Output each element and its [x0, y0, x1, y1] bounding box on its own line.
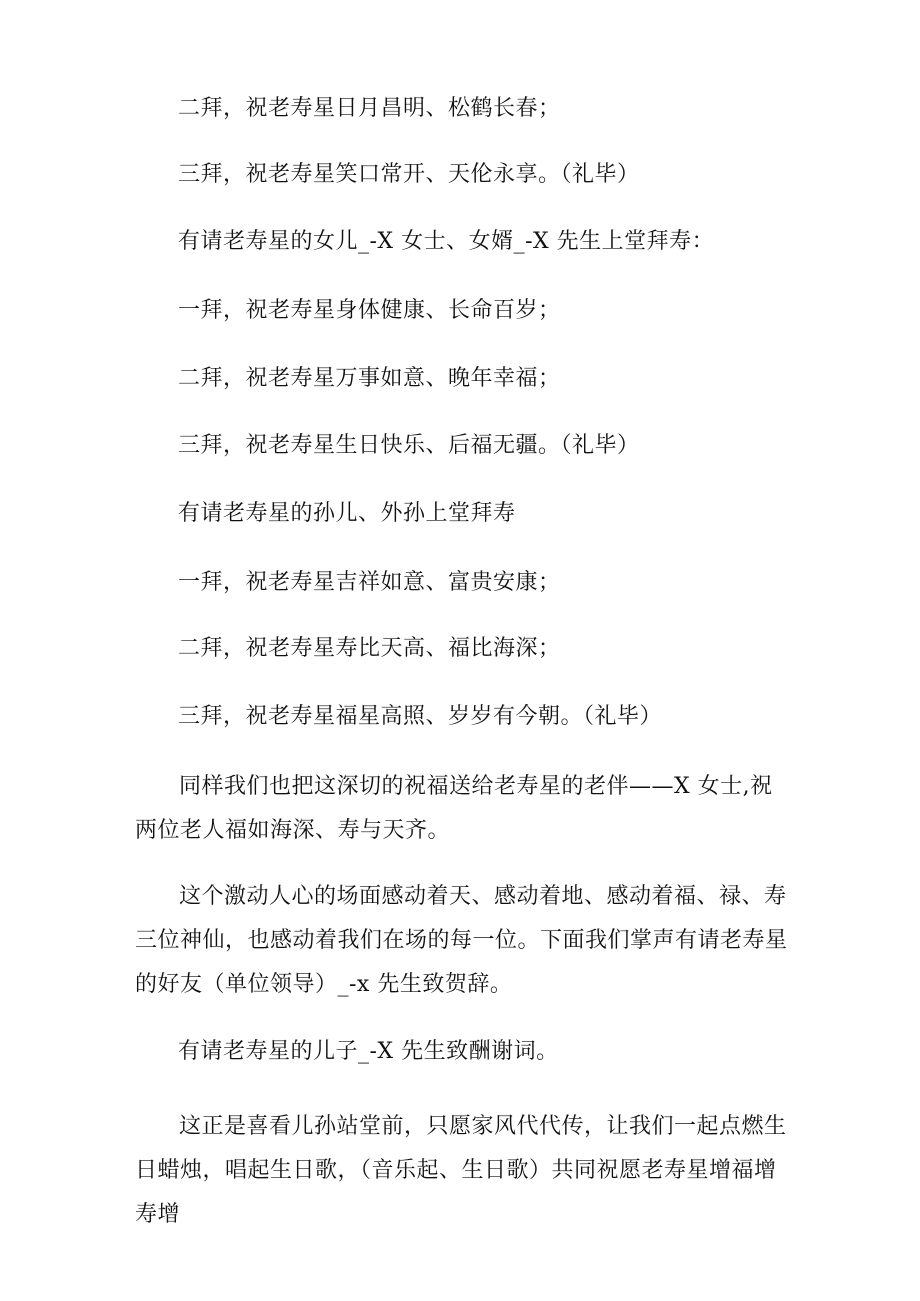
text-line: 二拜，祝老寿星寿比天高、福比海深；	[178, 636, 561, 661]
text-line: 一拜，祝老寿星身体健康、长命百岁；	[178, 298, 561, 323]
paragraph-partner: 同样我们也把这深切的祝福送给老寿星的老伴——X 女士,祝两位老人福如海深、寿与天齐。	[135, 774, 773, 843]
text-line-son: 有请老寿星的儿子_-X 先生致酬谢词。	[178, 1039, 559, 1064]
text-line: 三拜，祝老寿星福星高照、岁岁有今朝。（礼毕）	[178, 704, 663, 729]
text-line: 三拜，祝老寿星生日快乐、后福无疆。（礼毕）	[178, 433, 640, 458]
paragraph-moving-scene: 这个激动人心的场面感动着天、感动着地、感动着福、禄、寿三位神仙，也感动着我们在场的每一位。下面我们掌声有请老寿星的好友（单位领导）_-x 先生致贺辞。	[135, 884, 788, 997]
paragraph-candles: 这正是喜看儿孙站堂前，只愿家风代代传，让我们一起点燃生日蜡烛，唱起生日歌，（音乐起、生日歌）共同祝愿老寿星增福增寿增	[135, 1114, 787, 1227]
text-line: 二拜，祝老寿星万事如意、晚年幸福；	[178, 366, 561, 391]
text-line: 有请老寿星的女儿_-X 女士、女婿_-X 先生上堂拜寿：	[178, 229, 715, 254]
text-line: 一拜，祝老寿星吉祥如意、富贵安康；	[178, 570, 561, 595]
text-line: 三拜，祝老寿星笑口常开、天伦永享。（礼毕）	[178, 162, 640, 187]
text-line: 有请老寿星的孙儿、外孙上堂拜寿	[178, 501, 516, 526]
text-line: 二拜，祝老寿星日月昌明、松鹤长春；	[178, 96, 561, 121]
